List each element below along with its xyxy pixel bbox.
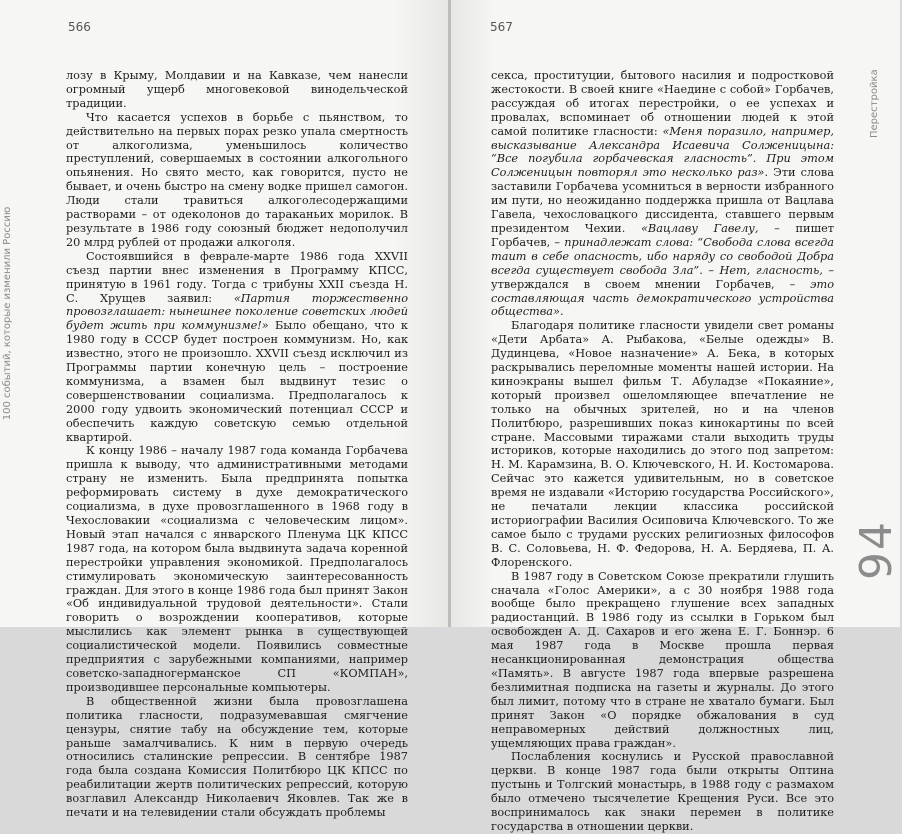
paragraph xyxy=(491,750,834,833)
right-page xyxy=(451,0,902,833)
chapter-number: 94 xyxy=(851,520,902,580)
paragraph xyxy=(66,250,408,445)
body-text xyxy=(491,69,834,834)
text-run: В 1987 году в Советском Союзе прекратили глушить сначала «Голос Америки», а с 30 ноября 1988 года вообще было прекращено глушение всех западных радиостанций. В 1986 году из ссылки в Горьком был освобожден А. Д. Сахаров и его жена Е. Г. Боннэр. 6 мая 1987 года в Москве прошла первая несанкционированная демонстрация общества «Память». В августе 1987 года впервые разрешена безлимитная подписка на газеты и журналы. До этого был лимит, потому что в стране не хватало бумаги. Был принят Закон «О порядке обжалования в суд неправомерных действий должностных лиц, ущемляющих права граждан». xyxy=(491,569,834,750)
left-page xyxy=(0,0,449,820)
paragraph xyxy=(66,444,408,694)
text-run: Послабления коснулись и Русской православной церкви. В конце 1987 года были открыты Оптина пустынь и Толгский монастырь, в 1988 году с размахом было отмечено тысячелетие Крещения Руси. Все это воспринималось как знаки перемен в политике государства в отношении церкви. xyxy=(491,750,834,833)
page-number: 567 xyxy=(490,20,513,34)
text-run: Что касается успехов в борьбе с пьянством, то действительно на первых порах резко упала смертность от алкоголизма, уменьшилось количество преступлений, совершаемых в состоянии алкогольного опьянения. Но свято место, как говорится, пусто не бывает, и очень быстро на смену водке пришел самогон. Люди стали травиться алкоголесодержащими растворами – от одеколонов до тараканьих морилок. В результате в 1986 году союзный бюджет недополучил 20 млрд рублей от продажи алкоголя. xyxy=(66,110,408,249)
quote-text: это составляющая часть демократического устройства общества». xyxy=(491,277,834,319)
text-run: Состоявшийся в феврале-марте 1986 года XXVII съезд партии внес изменения в Программу КПСС, принятую в 1961 году. Тогда с трибуны XXII съезда Н. С. Хрущев заявил: xyxy=(66,249,408,305)
text-run: секса, проституции, бытового насилия и подростковой жестокости. В своей книге «Наедине с собой» Горбачев, рассуждая об итогах перестройки, о ее успехах и провалах, вспоминает об отношении людей к этой самой политике гласности: xyxy=(491,69,834,138)
text-run: Благодаря политике гласности увидели свет романы «Дети Арбата» А. Рыбакова, «Белые одежды» В. Дудинцева, «Новое назначение» А. Бека, в которых раскрывались переломные моменты нашей истории. На киноэкраны вышел фильм Т. Абуладзе «Покаяние», который произвел ошеломляющее впечатление не только на обычных зрителей, но и на членов Политбюро, разрешивших показ кинокартины по всей стране. Массовыми тиражами стали выходить труды историков, которые находились до этого под запретом: Н. М. Карамзина, В. О. Ключевского, Н. И. Костомарова. Сейчас это кажется удивительным, но в советское время не издавали «Историю государства Российского», не печатали лекции классика российской историографии Василия Осиповича Ключевского. То же самое было с трудами русских религиозных философов В. С. Соловьева, Н. Ф. Федорова, Н. А. Бердяева, П. А. Флоренского. xyxy=(491,319,834,569)
quote-text: «Партия торжественно провозглашает: нынешнее поколение советских людей будет жить при коммунизме!» xyxy=(66,291,409,333)
paragraph xyxy=(66,695,408,820)
text-run: К концу 1986 – началу 1987 года команда Горбачева пришла к выводу, что административными методами страну не изменить. Была предпринята попытка реформировать систему в духе демократического социализма, в духе провозглашенного в 1968 году в Чехословакии «социализма с человеческим лицом». Новый этап начался с январского Пленума ЦК КПСС 1987 года, на котором была выдвинута задача коренной перестройки управления экономикой. Предполагалось стимулировать экономическую заинтересованность граждан. Для этого в конце 1986 года был принят Закон «Об индивидуальной трудовой деятельности». Стали говорить о возрождении кооперативов, которые мыслились как элемент рынка в существующей социалистической модели. Появились совместные предприятия с зарубежными компаниями, например советско-западногерманское СП «КОМПАН», производившее персональные компьютеры. xyxy=(66,444,408,694)
text-run: Эти слова заставили Горбачева усомниться в верности избранного им пути, но неожиданно поддержка пришла от Вацлава Гавела, чехословацкого диссидента, ставшего первым президентом Чехии. xyxy=(491,166,834,235)
quote-text: «Меня поразило, например, высказывание Александра Исаевича Солженицына: “Все погубила горбачевская гласность”. При этом Солженицын повторял это несколько раз». xyxy=(491,124,834,180)
body-text xyxy=(66,69,408,820)
paragraph xyxy=(66,69,408,111)
text-run: Было обещано, что к 1980 году в СССР будет построен коммунизм. Но, как известно, этого не произошло. XXVII съезд исключил из Программы партии конечную цель – построение коммунизма, а взамен был выдвинут тезис о совершенствовании социализма. Предполагалось к 2000 году удвоить экономический потенциал СССР и обеспечить каждую советскую семью отдельной квартирой. xyxy=(66,319,408,444)
paragraph xyxy=(491,570,834,751)
page-number: 566 xyxy=(68,20,91,34)
text-run: лозу в Крыму, Молдавии и на Кавказе, чем нанесли огромный ущерб многовековой винодельческой традиции. xyxy=(66,69,408,110)
text-run: – пишет Горбачев, – xyxy=(491,221,835,249)
chapter-running-head: Перестройка xyxy=(869,69,880,138)
book-title-running-head: 100 событий, которые изменили Россию xyxy=(2,206,13,421)
quote-text: «Вацлаву Гавелу, xyxy=(641,221,759,235)
paragraph xyxy=(491,69,834,319)
text-run: В общественной жизни была провозглашена политика гласности, подразумевавшая смягчение цензуры, снятие табу на обсуждение тем, которые раньше замалчивались. К ним в первую очередь относились сталинские репрессии. В сентябре 1987 года была создана Комиссия Политбюро ЦК КПСС по реабилитации жертв политических репрессий, которую возглавил Александр Николаевич Яковлев. Так же в печати и на телевидении стали обсуждать проблемы xyxy=(66,694,408,820)
quote-text: принадлежат слова: “Свобода слова всегда таит в себе опасность, ибо наряду со свободой Добра всегда существует свобода Зла”. – Нет, гласность, xyxy=(491,235,834,277)
paragraph xyxy=(66,111,408,250)
text-run: – утверждался в своем мнении Горбачев, – xyxy=(491,263,834,291)
paragraph xyxy=(491,319,834,569)
